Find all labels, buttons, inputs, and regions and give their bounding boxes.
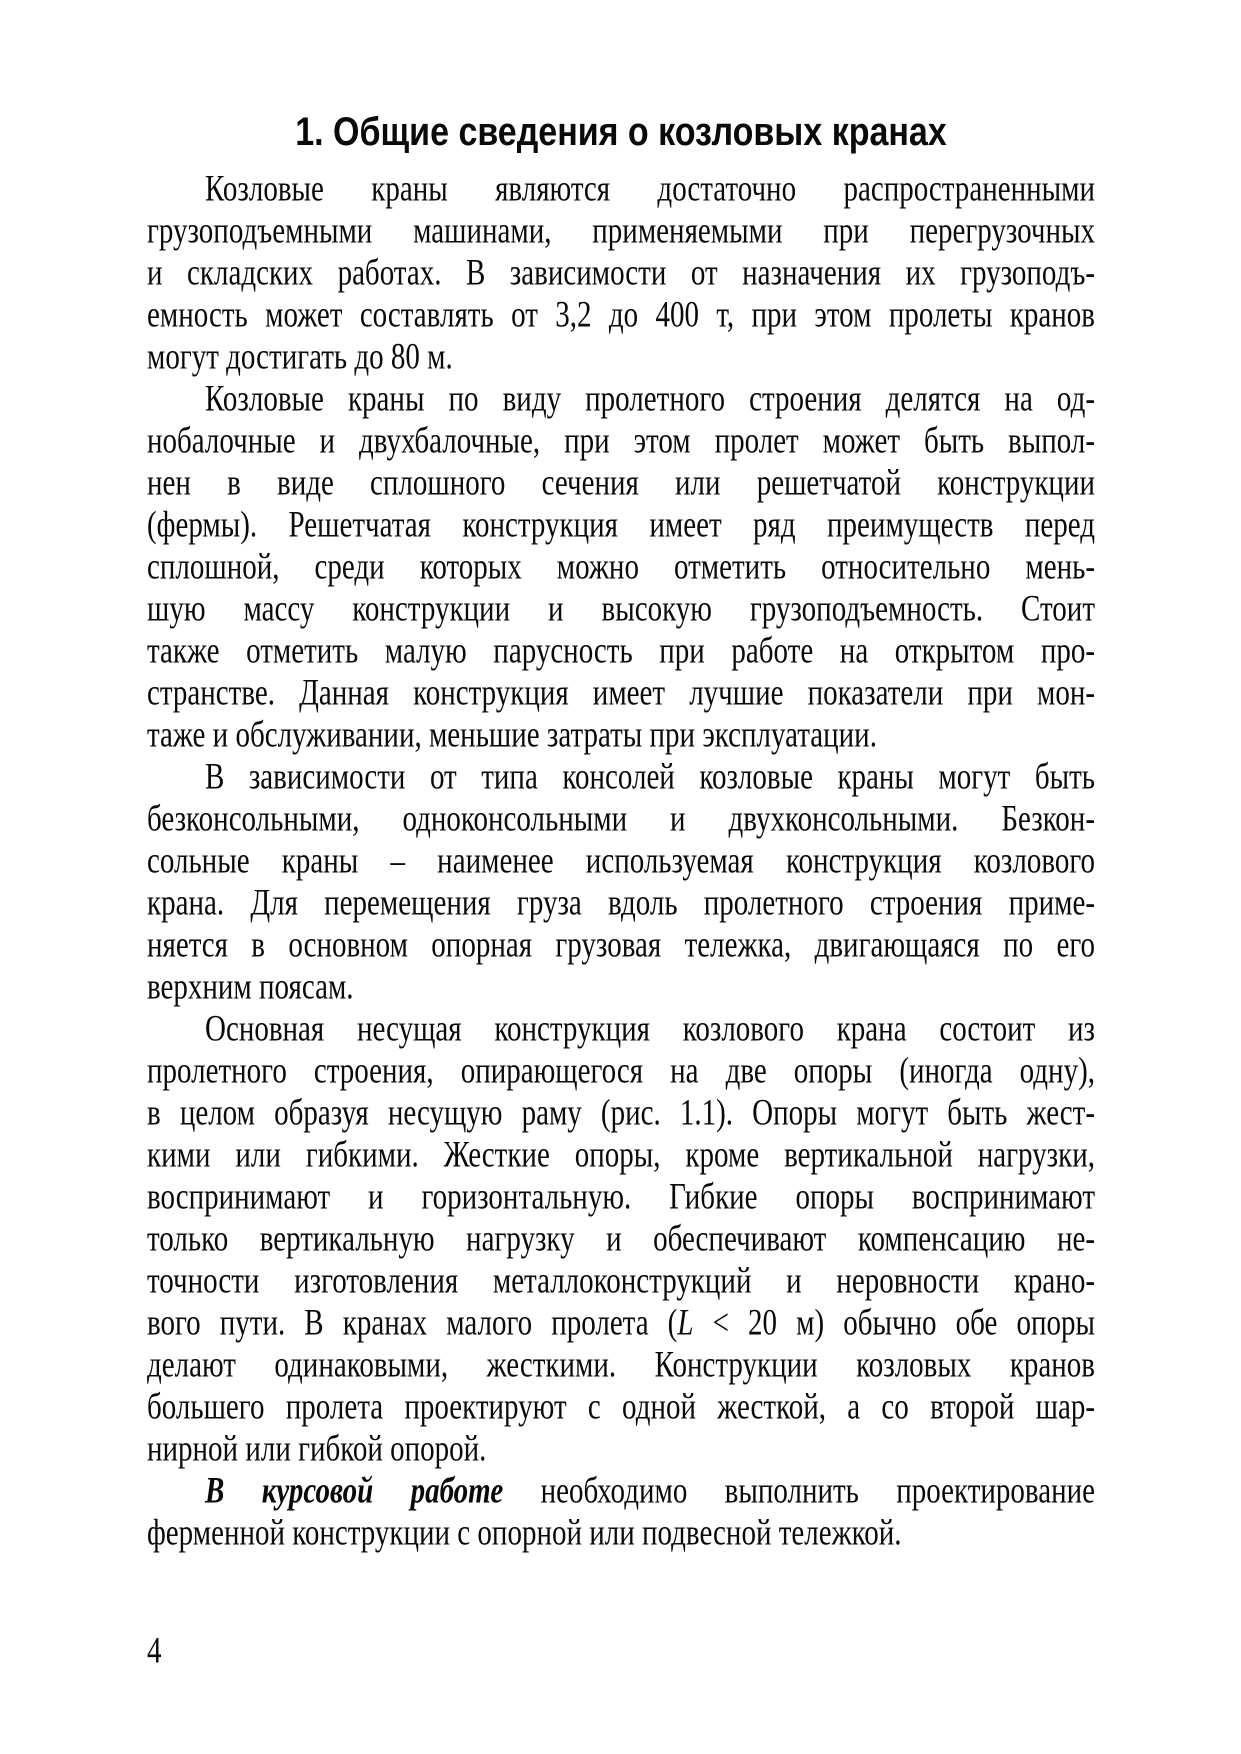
text-segment: нен в виде сплошного сечения или решетчатой конструкции (147, 462, 1095, 504)
text-segment: точности изготовления металлоконструкций и неровности крано- (147, 1260, 1095, 1302)
text-segment: емность может составлять от 3,2 до 400 т, при этом пролеты кранов (147, 294, 1095, 336)
text-segment: (фермы). Решетчатая конструкция имеет ряд преимуществ перед (147, 504, 1095, 546)
text-segment: сольные краны – наименее используемая конструкция козлового (147, 840, 1095, 882)
text-segment: и складских работах. В зависимости от назначения их грузоподъ- (147, 252, 1095, 294)
text-segment: грузоподъемными машинами, применяемыми при перегрузочных (147, 210, 1095, 252)
paragraph (147, 378, 1095, 756)
text-segment: только вертикальную нагрузку и обеспечивают компенсацию не- (147, 1218, 1095, 1260)
emphasized-text: L (677, 1302, 694, 1344)
text-segment: странстве. Данная конструкция имеет лучшие показатели при мон- (147, 672, 1095, 714)
text-segment: верхним поясам. (147, 966, 354, 1008)
text-segment: В зависимости от типа консолей козловые краны могут быть (205, 756, 1095, 798)
text-segment: кими или гибкими. Жесткие опоры, кроме вертикальной нагрузки, (147, 1134, 1095, 1176)
text-segment: вого пути. В кранах малого пролета ( (147, 1302, 678, 1344)
paragraph (147, 168, 1095, 378)
paragraph (147, 1008, 1095, 1470)
text-segment: шую массу конструкции и высокую грузоподъемность. Стоит (147, 588, 1095, 630)
page-number: 4 (147, 1630, 162, 1672)
text-segment: воспринимают и горизонтальную. Гибкие опоры воспринимают (147, 1176, 1095, 1218)
text-segment: в целом образуя несущую раму (рис. 1.1). Опоры могут быть жест- (147, 1092, 1095, 1134)
text-segment: пролетного строения, опирающегося на две опоры (иногда одну), (147, 1050, 1095, 1092)
text-segment: большего пролета проектируют с одной жесткой, а со второй шар- (147, 1386, 1095, 1428)
document-page (147, 0, 1095, 1554)
text-segment: Основная несущая конструкция козлового крана состоит из (205, 1008, 1095, 1050)
text-segment: необходимо выполнить проектирование (503, 1470, 1095, 1512)
text-segment: безконсольными, одноконсольными и двухконсольными. Безкон- (147, 798, 1095, 840)
text-segment: Козловые краны по виду пролетного строения делятся на од- (205, 378, 1095, 420)
text-segment: няется в основном опорная грузовая тележка, двигающаяся по его (147, 924, 1095, 966)
text-segment: могут достигать до 80 м. (147, 336, 453, 378)
paragraph (147, 756, 1095, 1008)
text-line (147, 1506, 1095, 1560)
section-heading: 1. Общие сведения о козловых кранах (295, 109, 947, 155)
text-segment: делают одинаковыми, жесткими. Конструкции козловых кранов (147, 1344, 1095, 1386)
text-segment: нобалочные и двухбалочные, при этом пролет может быть выпол- (147, 420, 1095, 462)
text-segment: таже и обслуживании, меньшие затраты при эксплуатации. (147, 714, 877, 756)
text-segment: < 20 м) обычно обе опоры (693, 1302, 1095, 1344)
text-segment: сплошной, среди которых можно отметить относительно мень- (147, 546, 1095, 588)
text-segment: крана. Для перемещения груза вдоль пролетного строения приме- (147, 882, 1095, 924)
paragraph (147, 1470, 1095, 1554)
text-segment: ферменной конструкции с опорной или подвесной тележкой. (147, 1512, 902, 1554)
text-segment: нирной или гибкой опорой. (147, 1428, 487, 1470)
emphasized-text: В курсовой работе (205, 1470, 504, 1512)
text-segment: Козловые краны являются достаточно распространенными (205, 168, 1095, 210)
text-segment: также отметить малую парусность при работе на открытом про- (147, 630, 1095, 672)
paragraphs (147, 168, 1095, 1554)
